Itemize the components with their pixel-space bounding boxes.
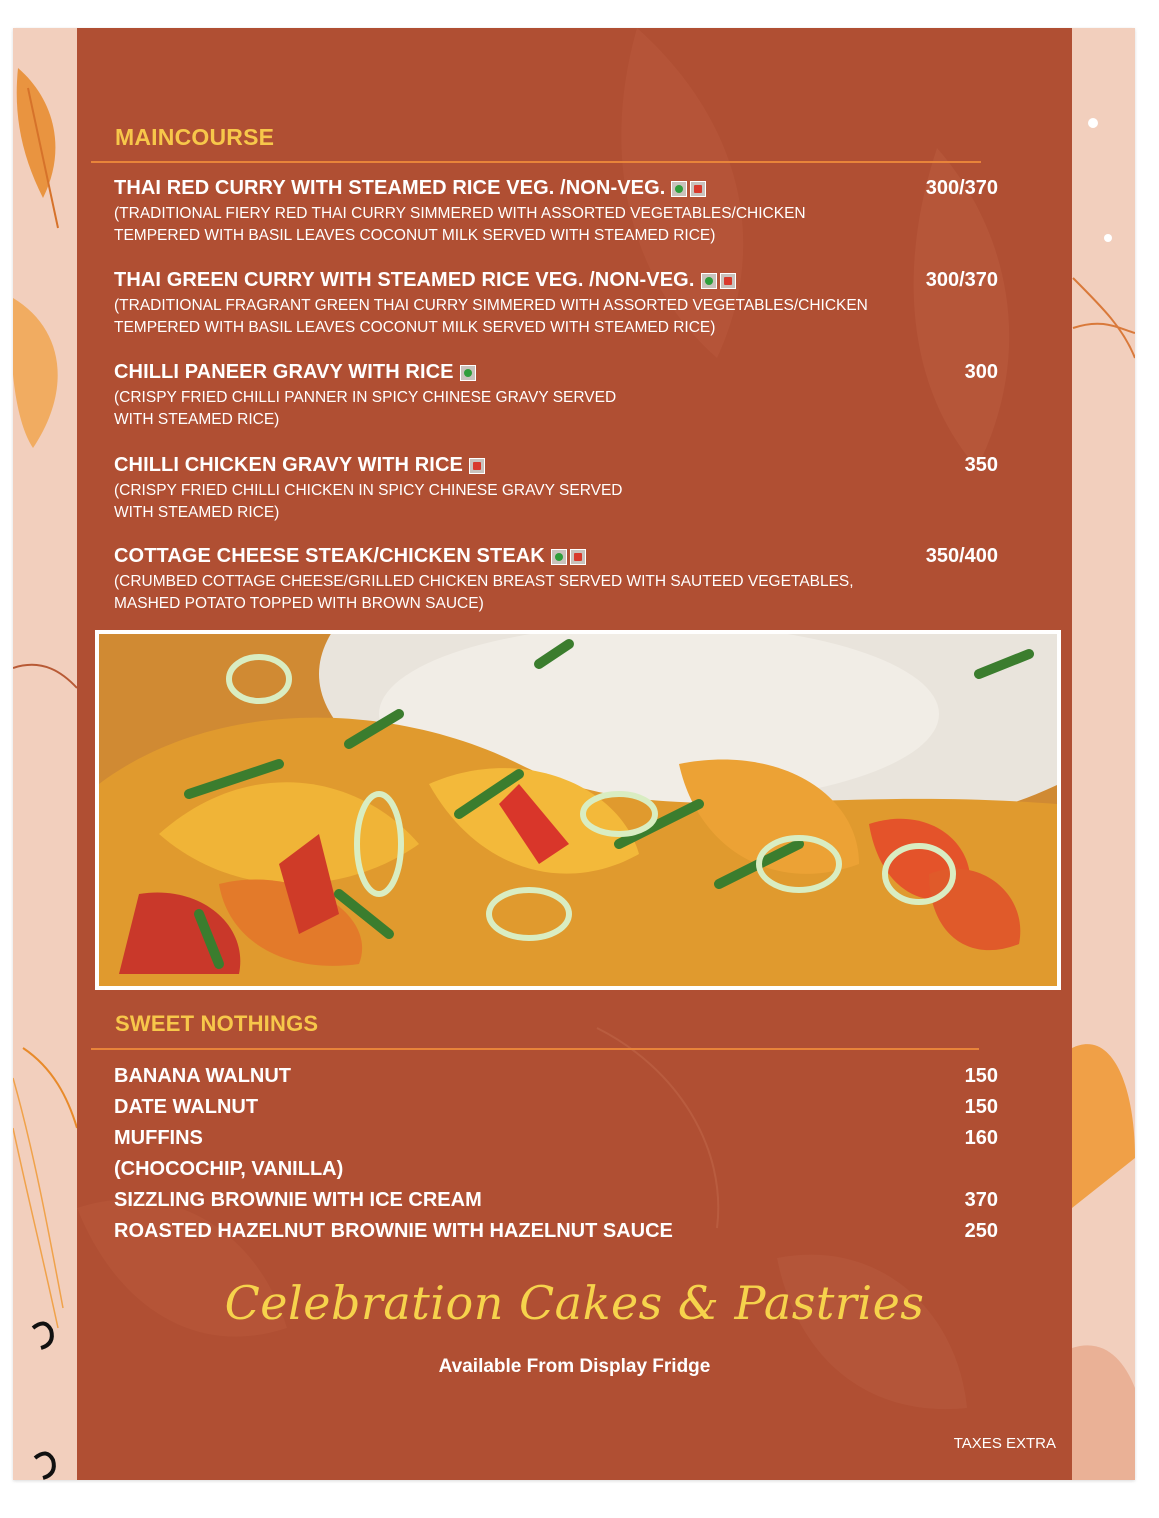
nonveg-marker-icon — [469, 458, 485, 474]
dessert-item — [114, 1065, 998, 1088]
diet-markers — [551, 548, 589, 566]
menu-item-description: (CRUMBED COTTAGE CHEESE/GRILLED CHICKEN BREAST SERVED WITH SAUTEED VEGETABLES, MASHED POTATO TOPPED WITH BROWN SAUCE) — [114, 573, 854, 612]
dessert-item-name: ROASTED HAZELNUT BROWNIE WITH HAZELNUT SAUCE — [114, 1220, 673, 1242]
veg-marker-icon — [460, 365, 476, 381]
dessert-item — [114, 1220, 998, 1243]
menu-item-description: (TRADITIONAL FIERY RED THAI CURRY SIMMERED WITH ASSORTED VEGETABLES/CHICKEN TEMPERED WITH BASIL LEAVES COCONUT MILK SERVED WITH STEAMED RICE) — [114, 205, 806, 244]
dessert-item — [114, 1127, 998, 1150]
sweet-nothings-heading: SWEET NOTHINGS — [115, 1011, 319, 1036]
dessert-item-name: MUFFINS — [114, 1127, 203, 1149]
diet-markers — [469, 457, 488, 475]
availability-note: Available From Display Fridge — [438, 1356, 711, 1377]
dessert-item — [114, 1158, 964, 1181]
dessert-item-price: 370 — [964, 1189, 998, 1211]
nonveg-marker-icon — [570, 549, 586, 565]
menu-page — [13, 28, 1135, 1480]
menu-item-price: 300/370 — [925, 177, 998, 199]
dessert-item-price: 150 — [964, 1065, 998, 1087]
dessert-item-name: DATE WALNUT — [114, 1096, 259, 1118]
menu-item-name: CHILLI CHICKEN GRAVY WITH RICE — [114, 454, 463, 476]
nonveg-marker-icon — [690, 181, 706, 197]
veg-marker-icon — [551, 549, 567, 565]
menu-item-name: COTTAGE CHEESE STEAK/CHICKEN STEAK — [114, 545, 545, 567]
maincourse-heading: MAINCOURSE — [115, 124, 275, 150]
dessert-item-price: 250 — [964, 1220, 998, 1242]
dessert-item — [114, 1189, 998, 1212]
menu-item-description: (CRISPY FRIED CHILLI CHICKEN IN SPICY CHINESE GRAVY SERVED WITH STEAMED RICE) — [114, 482, 623, 521]
dessert-item-price: 160 — [964, 1127, 998, 1149]
dessert-item — [114, 1096, 998, 1119]
menu-item-price: 300/370 — [925, 269, 998, 291]
menu-panel — [77, 28, 1072, 1480]
menu-item — [114, 177, 998, 247]
diet-markers — [701, 272, 739, 290]
menu-item-price: 350 — [964, 454, 998, 476]
menu-item — [114, 361, 998, 431]
menu-item — [114, 454, 998, 524]
menu-item-description: (CRISPY FRIED CHILLI PANNER IN SPICY CHINESE GRAVY SERVED WITH STEAMED RICE) — [114, 389, 617, 428]
menu-item-name: THAI GREEN CURRY WITH STEAMED RICE VEG. /NON-VEG. — [114, 269, 695, 291]
diet-markers — [671, 180, 709, 198]
maincourse-divider — [91, 161, 981, 163]
nonveg-marker-icon — [720, 273, 736, 289]
menu-item — [114, 269, 998, 339]
veg-marker-icon — [701, 273, 717, 289]
food-photo — [95, 630, 1061, 990]
menu-item-price: 350/400 — [925, 545, 998, 567]
sweet-nothings-divider — [91, 1048, 979, 1050]
curry-rice-illustration — [99, 634, 1057, 986]
celebration-cakes-title: Celebration Cakes & Pastries — [224, 1276, 925, 1330]
veg-marker-icon — [671, 181, 687, 197]
menu-item-description: (TRADITIONAL FRAGRANT GREEN THAI CURRY SIMMERED WITH ASSORTED VEGETABLES/CHICKEN TEMPERED WITH BASIL LEAVES COCONUT MILK SERVED WITH STEAMED RICE) — [114, 297, 868, 336]
dessert-item-price: 150 — [964, 1096, 998, 1118]
taxes-note: TAXES EXTRA — [953, 1435, 1056, 1452]
dessert-item-name: BANANA WALNUT — [114, 1065, 292, 1087]
diet-markers — [460, 364, 479, 382]
menu-item — [114, 545, 998, 615]
menu-item-name: CHILLI PANEER GRAVY WITH RICE — [114, 361, 454, 383]
dessert-item-name: SIZZLING BROWNIE WITH ICE CREAM — [114, 1189, 482, 1211]
menu-item-name: THAI RED CURRY WITH STEAMED RICE VEG. /NON-VEG. — [114, 177, 666, 199]
dessert-item-name: (CHOCOCHIP, VANILLA) — [114, 1158, 344, 1180]
menu-item-price: 300 — [964, 361, 998, 383]
